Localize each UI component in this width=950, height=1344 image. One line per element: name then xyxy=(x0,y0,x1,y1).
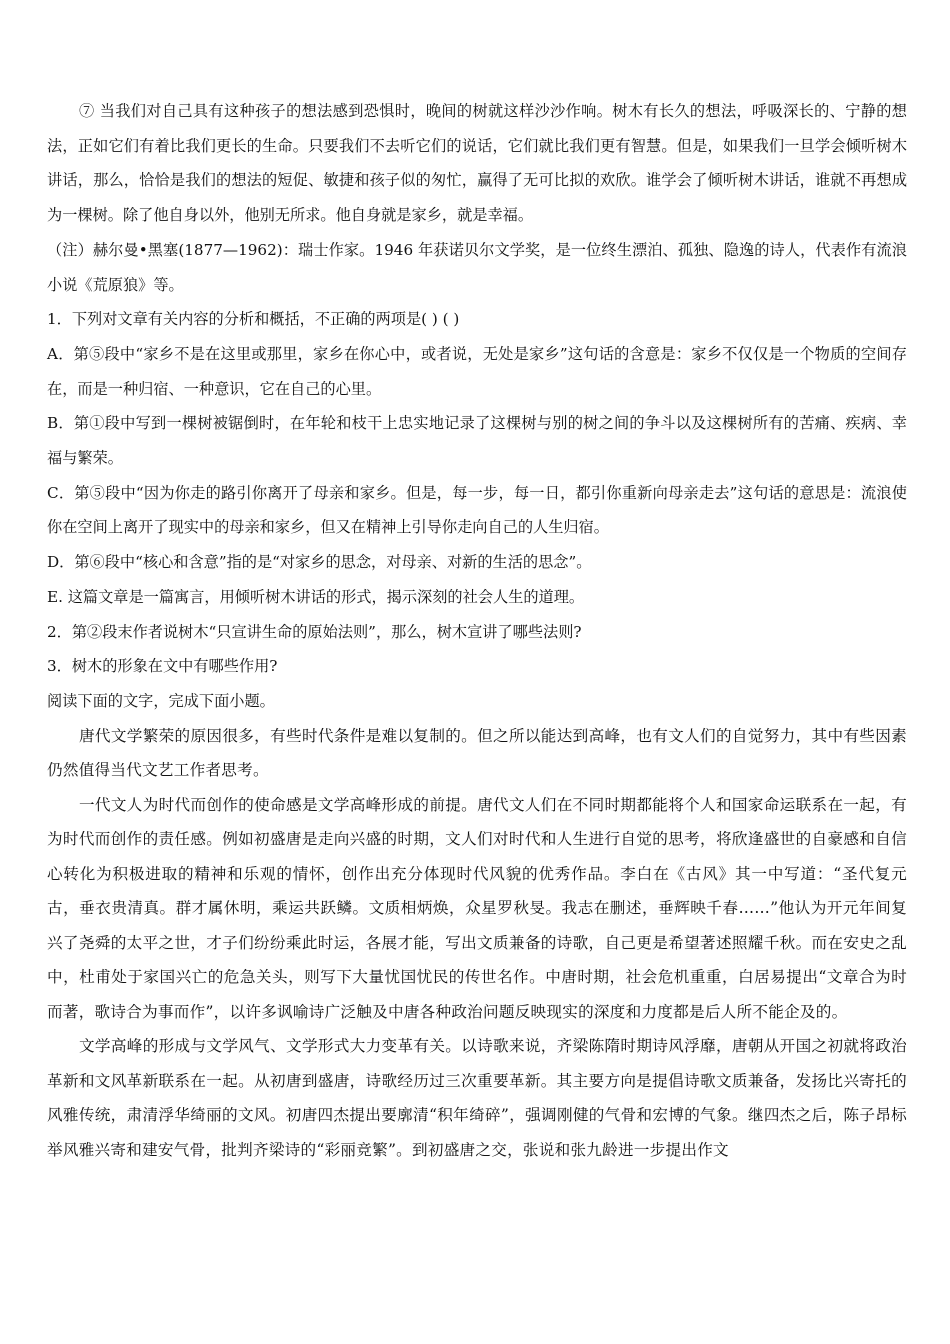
question-1: 1．下列对文章有关内容的分析和概括，不正确的两项是( ) ( ) xyxy=(47,310,460,329)
passage1-paragraph-7: ⑦ 当我们对自己具有这种孩子的想法感到恐惧时，晚间的树就这样沙沙作响。树木有长久的想法，呼吸深长的、宁静的想法，正如它们有着比我们更长的生命。只要我们不去听它们的说话，它们就比我们更有智慧。但是，如果我们一旦学会倾听树木讲话，那么，恰恰是我们的想法的短促、敏捷和孩子似的匆忙，赢得了无可比拟的欢欣。谁学会了倾听树木讲话，谁就不再想成为一棵树。除了他自身以外，他别无所求。他自身就是家乡，就是幸福。 xyxy=(47,102,907,225)
option-c: C．第⑤段中“因为你走的路引你离开了母亲和家乡。但是，每一步，每一日，都引你重新向母亲走去”这句话的意思是：流浪使你在空间上离开了现实中的母亲和家乡，但又在精神上引导你走向自己的人生归宿。 xyxy=(47,483,907,537)
reading-instruction: 阅读下面的文字，完成下面小题。 xyxy=(47,691,275,710)
option-d: D．第⑥段中“核心和含意”指的是“对家乡的思念，对母亲、对新的生活的思念”。 xyxy=(47,553,592,572)
passage2-paragraph-1: 唐代文学繁荣的原因很多，有些时代条件是难以复制的。但之所以能达到高峰，也有文人们的自觉努力，其中有些因素仍然值得当代文艺工作者思考。 xyxy=(47,726,907,780)
question-3: 3．树木的形象在文中有哪些作用? xyxy=(47,657,278,676)
passage2-paragraph-2: 一代文人为时代而创作的使命感是文学高峰形成的前提。唐代文人们在不同时期都能将个人和国家命运联系在一起，有为时代而创作的责任感。例如初盛唐是走向兴盛的时期，文人们对时代和人生进行自觉的思考，将欣逢盛世的自豪感和自信心转化为积极进取的精神和乐观的情怀，创作出充分体现时代风貌的优秀作品。李白在《古风》其一中写道：“圣代复元古，垂衣贵清真。群才属休明，乘运共跃鳞。文质相炳焕，众星罗秋旻。我志在删述，垂辉映千春……”他认为开元年间复兴了尧舜的太平之世，才子们纷纷乘此时运，各展才能，写出文质兼备的诗歌，自己更是希望著述照耀千秋。而在安史之乱中，杜甫处于家国兴亡的危急关头，则写下大量忧国忧民的传世名作。中唐时期，社会危机重重，白居易提出“文章合为时而著，歌诗合为事而作”，以许多讽喻诗广泛触及中唐各种政治问题反映现实的深度和力度都是后人所不能企及的。 xyxy=(47,795,907,1021)
author-note: （注）赫尔曼•黑塞(1877—1962)：瑞士作家。1946 年获诺贝尔文学奖，是一位终生漂泊、孤独、隐逸的诗人，代表作有流浪小说《荒原狼》等。 xyxy=(47,240,907,294)
option-e: E. 这篇文章是一篇寓言，用倾听树木讲话的形式，揭示深刻的社会人生的道理。 xyxy=(47,587,585,606)
document-page xyxy=(47,94,907,1167)
option-b: B．第①段中写到一棵树被锯倒时，在年轮和枝干上忠实地记录了这棵树与别的树之间的争斗以及这棵树所有的苦痛、疾病、幸福与繁荣。 xyxy=(47,414,907,468)
question-2: 2．第②段末作者说树木“只宣讲生命的原始法则”，那么，树木宣讲了哪些法则? xyxy=(47,622,582,641)
option-a: A．第⑤段中“家乡不是在这里或那里，家乡在你心中，或者说，无处是家乡”这句话的含意是：家乡不仅仅是一个物质的空间存在，而是一种归宿、一种意识，它在自己的心里。 xyxy=(47,344,907,398)
passage2 xyxy=(47,719,907,1168)
passage2-paragraph-3: 文学高峰的形成与文学风气、文学形式大力变革有关。以诗歌来说，齐梁陈隋时期诗风浮靡，唐朝从开国之初就将政治革新和文风革新联系在一起。从初唐到盛唐，诗歌经历过三次重要革新。其主要方向是提倡诗歌文质兼备，发扬比兴寄托的风雅传统，肃清浮华绮丽的文风。初唐四杰提出要廓清“积年绮碎”，强调刚健的气骨和宏博的气象。继四杰之后，陈子昂标举风雅兴寄和建安气骨，批判齐梁诗的“彩丽竞繁”。到初盛唐之交，张说和张九龄进一步提出作文 xyxy=(47,1037,907,1159)
